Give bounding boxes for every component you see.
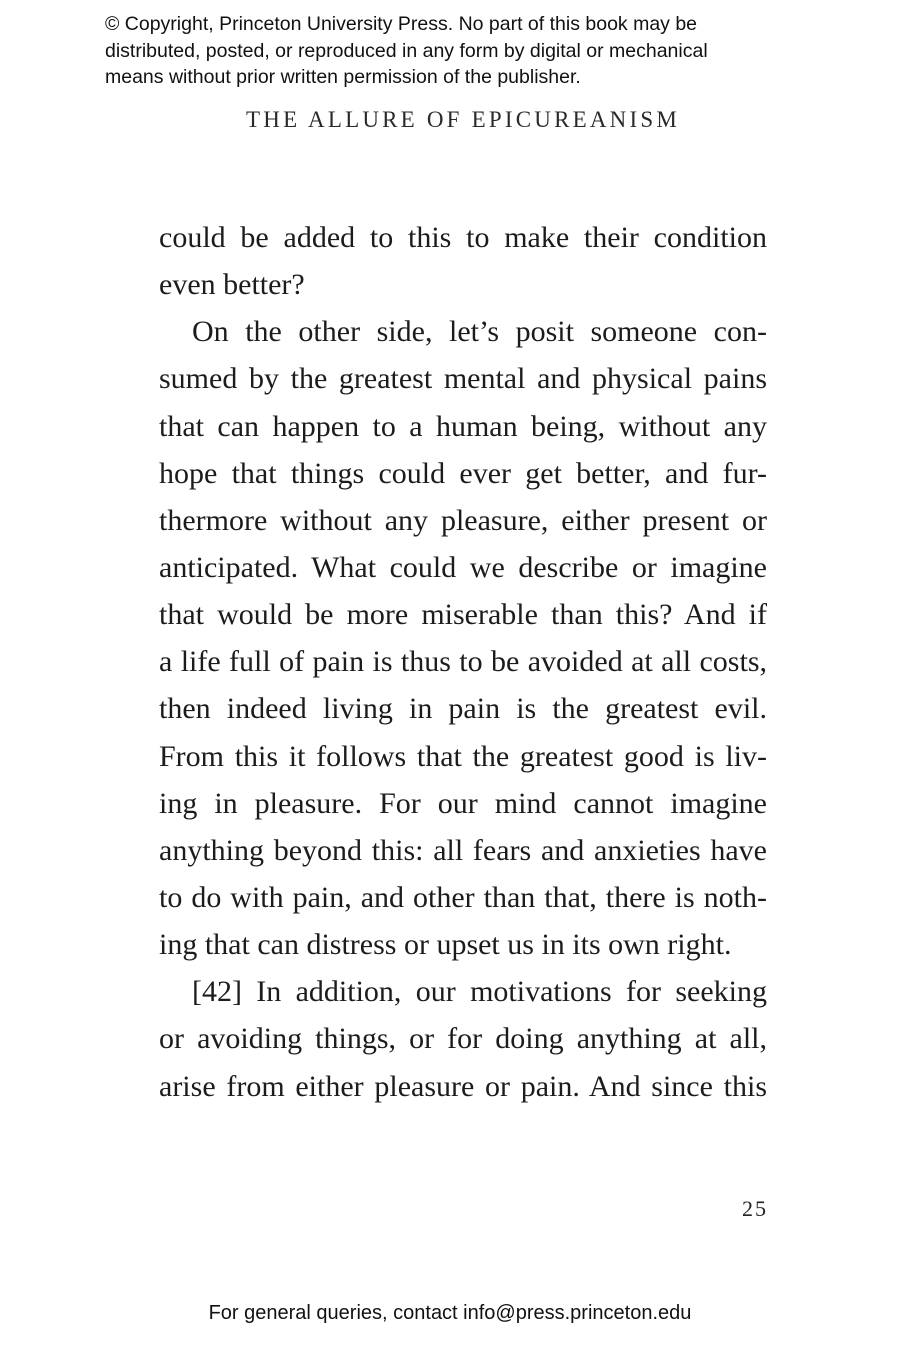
page-number: 25: [742, 1196, 768, 1221]
text-line: even better?: [159, 268, 305, 302]
text-line: From this it follows that the greatest good is liv-: [159, 739, 767, 773]
text-line: or avoiding things, or for doing anything at all,: [159, 1022, 767, 1056]
text-line: [42] In addition, our motivations for seeking: [192, 975, 767, 1009]
copyright-notice: [105, 11, 865, 91]
running-head: THE ALLURE OF EPICUREANISM: [246, 107, 680, 132]
text-line: thermore without any pleasure, either present or: [159, 503, 767, 537]
text-line: anticipated. What could we describe or imagine: [159, 550, 767, 584]
footer-contact: For general queries, contact info@press.princeton.edu: [208, 1302, 692, 1324]
text-line: ing in pleasure. For our mind cannot imagine: [159, 786, 767, 820]
text-line: could be added to this to make their condition: [159, 221, 767, 254]
text-line: that can happen to a human being, without any: [159, 409, 767, 443]
copyright-line: distributed, posted, or reproduced in any form by digital or mechanical: [105, 39, 708, 62]
text-line: ing that can distress or upset us in its own right.: [159, 928, 732, 962]
text-line: to do with pain, and other than that, there is noth-: [159, 880, 767, 914]
text-line: anything beyond this: all fears and anxieties have: [159, 833, 767, 867]
copyright-line: © Copyright, Princeton University Press. No part of this book may be: [105, 13, 698, 35]
copyright-line: means without prior written permission of the publisher.: [105, 66, 581, 88]
text-line: then indeed living in pain is the greatest evil.: [159, 692, 767, 726]
text-line: that would be more miserable than this? And if: [159, 598, 767, 632]
text-line: arise from either pleasure or pain. And since this: [159, 1069, 767, 1103]
text-line: hope that things could ever get better, and fur-: [159, 456, 767, 490]
body-text: [159, 214, 767, 1110]
text-line: a life full of pain is thus to be avoided at all costs,: [159, 645, 767, 679]
text-line: On the other side, let’s posit someone con-: [192, 315, 767, 349]
text-line: sumed by the greatest mental and physical pains: [159, 362, 767, 396]
